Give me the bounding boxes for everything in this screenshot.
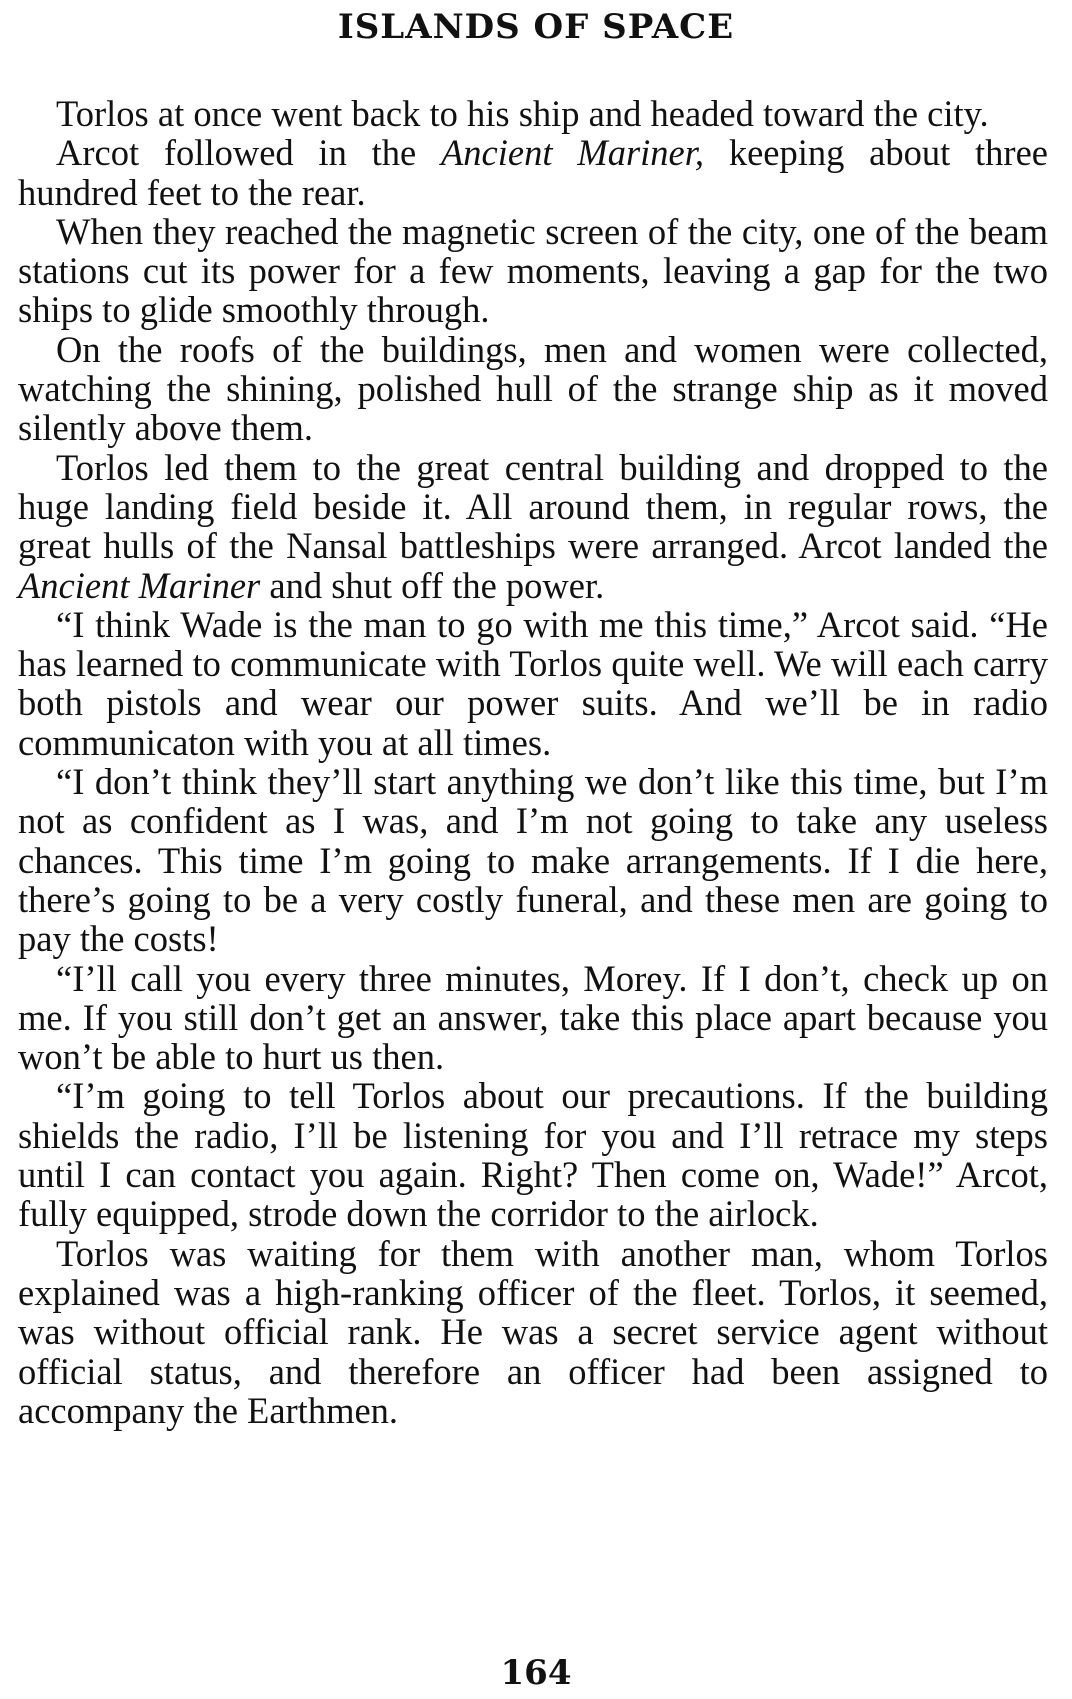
text-run: Torlos led them to the great central building and dropped to the huge landing field beside it. All around them, in regular rows, the great hulls of the Nansal battleships were arranged. Arcot landed the xyxy=(18,446,1048,567)
text-run: “I think Wade is the man to go with me this time,” Arcot said. “He has learned to communicate with Torlos quite well. We will each carry both pistols and wear our power suits. And we’ll be in radio communicaton with you at all times. xyxy=(18,603,1048,763)
text-run: “I’ll call you every three minutes, Morey. If I don’t, check up on me. If you still don’t get an answer, take this place apart because you won’t be able to hurt us then. xyxy=(18,957,1048,1078)
text-run: Torlos was waiting for them with another man, whom Torlos explained was a high-ranking officer of the fleet. Torlos, it seemed, was without official rank. He was a secret service agent without official status, and therefore an officer had been assigned to accompany the Earthmen. xyxy=(18,1232,1048,1431)
text-run: Torlos at once went back to his ship and headed toward the city. xyxy=(56,93,989,134)
text-run: On the roofs of the buildings, men and women were collected, watching the shining, polished hull of the strange ship as it moved silently above them. xyxy=(18,328,1048,449)
text-run: “I don’t think they’ll start anything we don’t like this time, but I’m not as confident as I was, and I’m not going to take any useless chances. This time I’m going to make arrangements. If I die here, there’s going to be a very costly funeral, and these men are going to pay the costs! xyxy=(18,761,1048,960)
paragraph xyxy=(18,1076,1048,1233)
text-run: and shut off the power. xyxy=(260,564,605,606)
text-run: When they reached the magnetic screen of the city, one of the beam stations cut its power for a few moments, leaving a gap for the two ships to glide smoothly through. xyxy=(18,210,1048,331)
paragraph xyxy=(18,133,1048,212)
page-number: 164 xyxy=(500,1653,572,1693)
paragraph xyxy=(18,212,1048,330)
paragraph xyxy=(18,94,1048,133)
paragraph xyxy=(18,762,1048,958)
running-head: ISLANDS OF SPACE xyxy=(337,7,735,47)
paragraph xyxy=(18,959,1048,1077)
paragraph xyxy=(18,1234,1048,1430)
paragraph xyxy=(18,330,1048,448)
text-run: Arcot followed in the xyxy=(56,132,442,174)
text-run: keeping about three hundred feet to the rear. xyxy=(18,132,1048,213)
italic-text: Ancient Mariner xyxy=(18,564,261,606)
paragraph xyxy=(18,605,1048,762)
italic-text: Ancient Mariner, xyxy=(441,132,705,174)
paragraph xyxy=(18,448,1048,605)
body-text xyxy=(18,94,1048,1430)
text-run: “I’m going to tell Torlos about our precautions. If the building shields the radio, I’ll be listening for you and I’ll retrace my steps until I can contact you again. Right? Then come on, Wade!” Arcot, fully equipped, strode down the corridor to the airlock. xyxy=(18,1075,1048,1235)
